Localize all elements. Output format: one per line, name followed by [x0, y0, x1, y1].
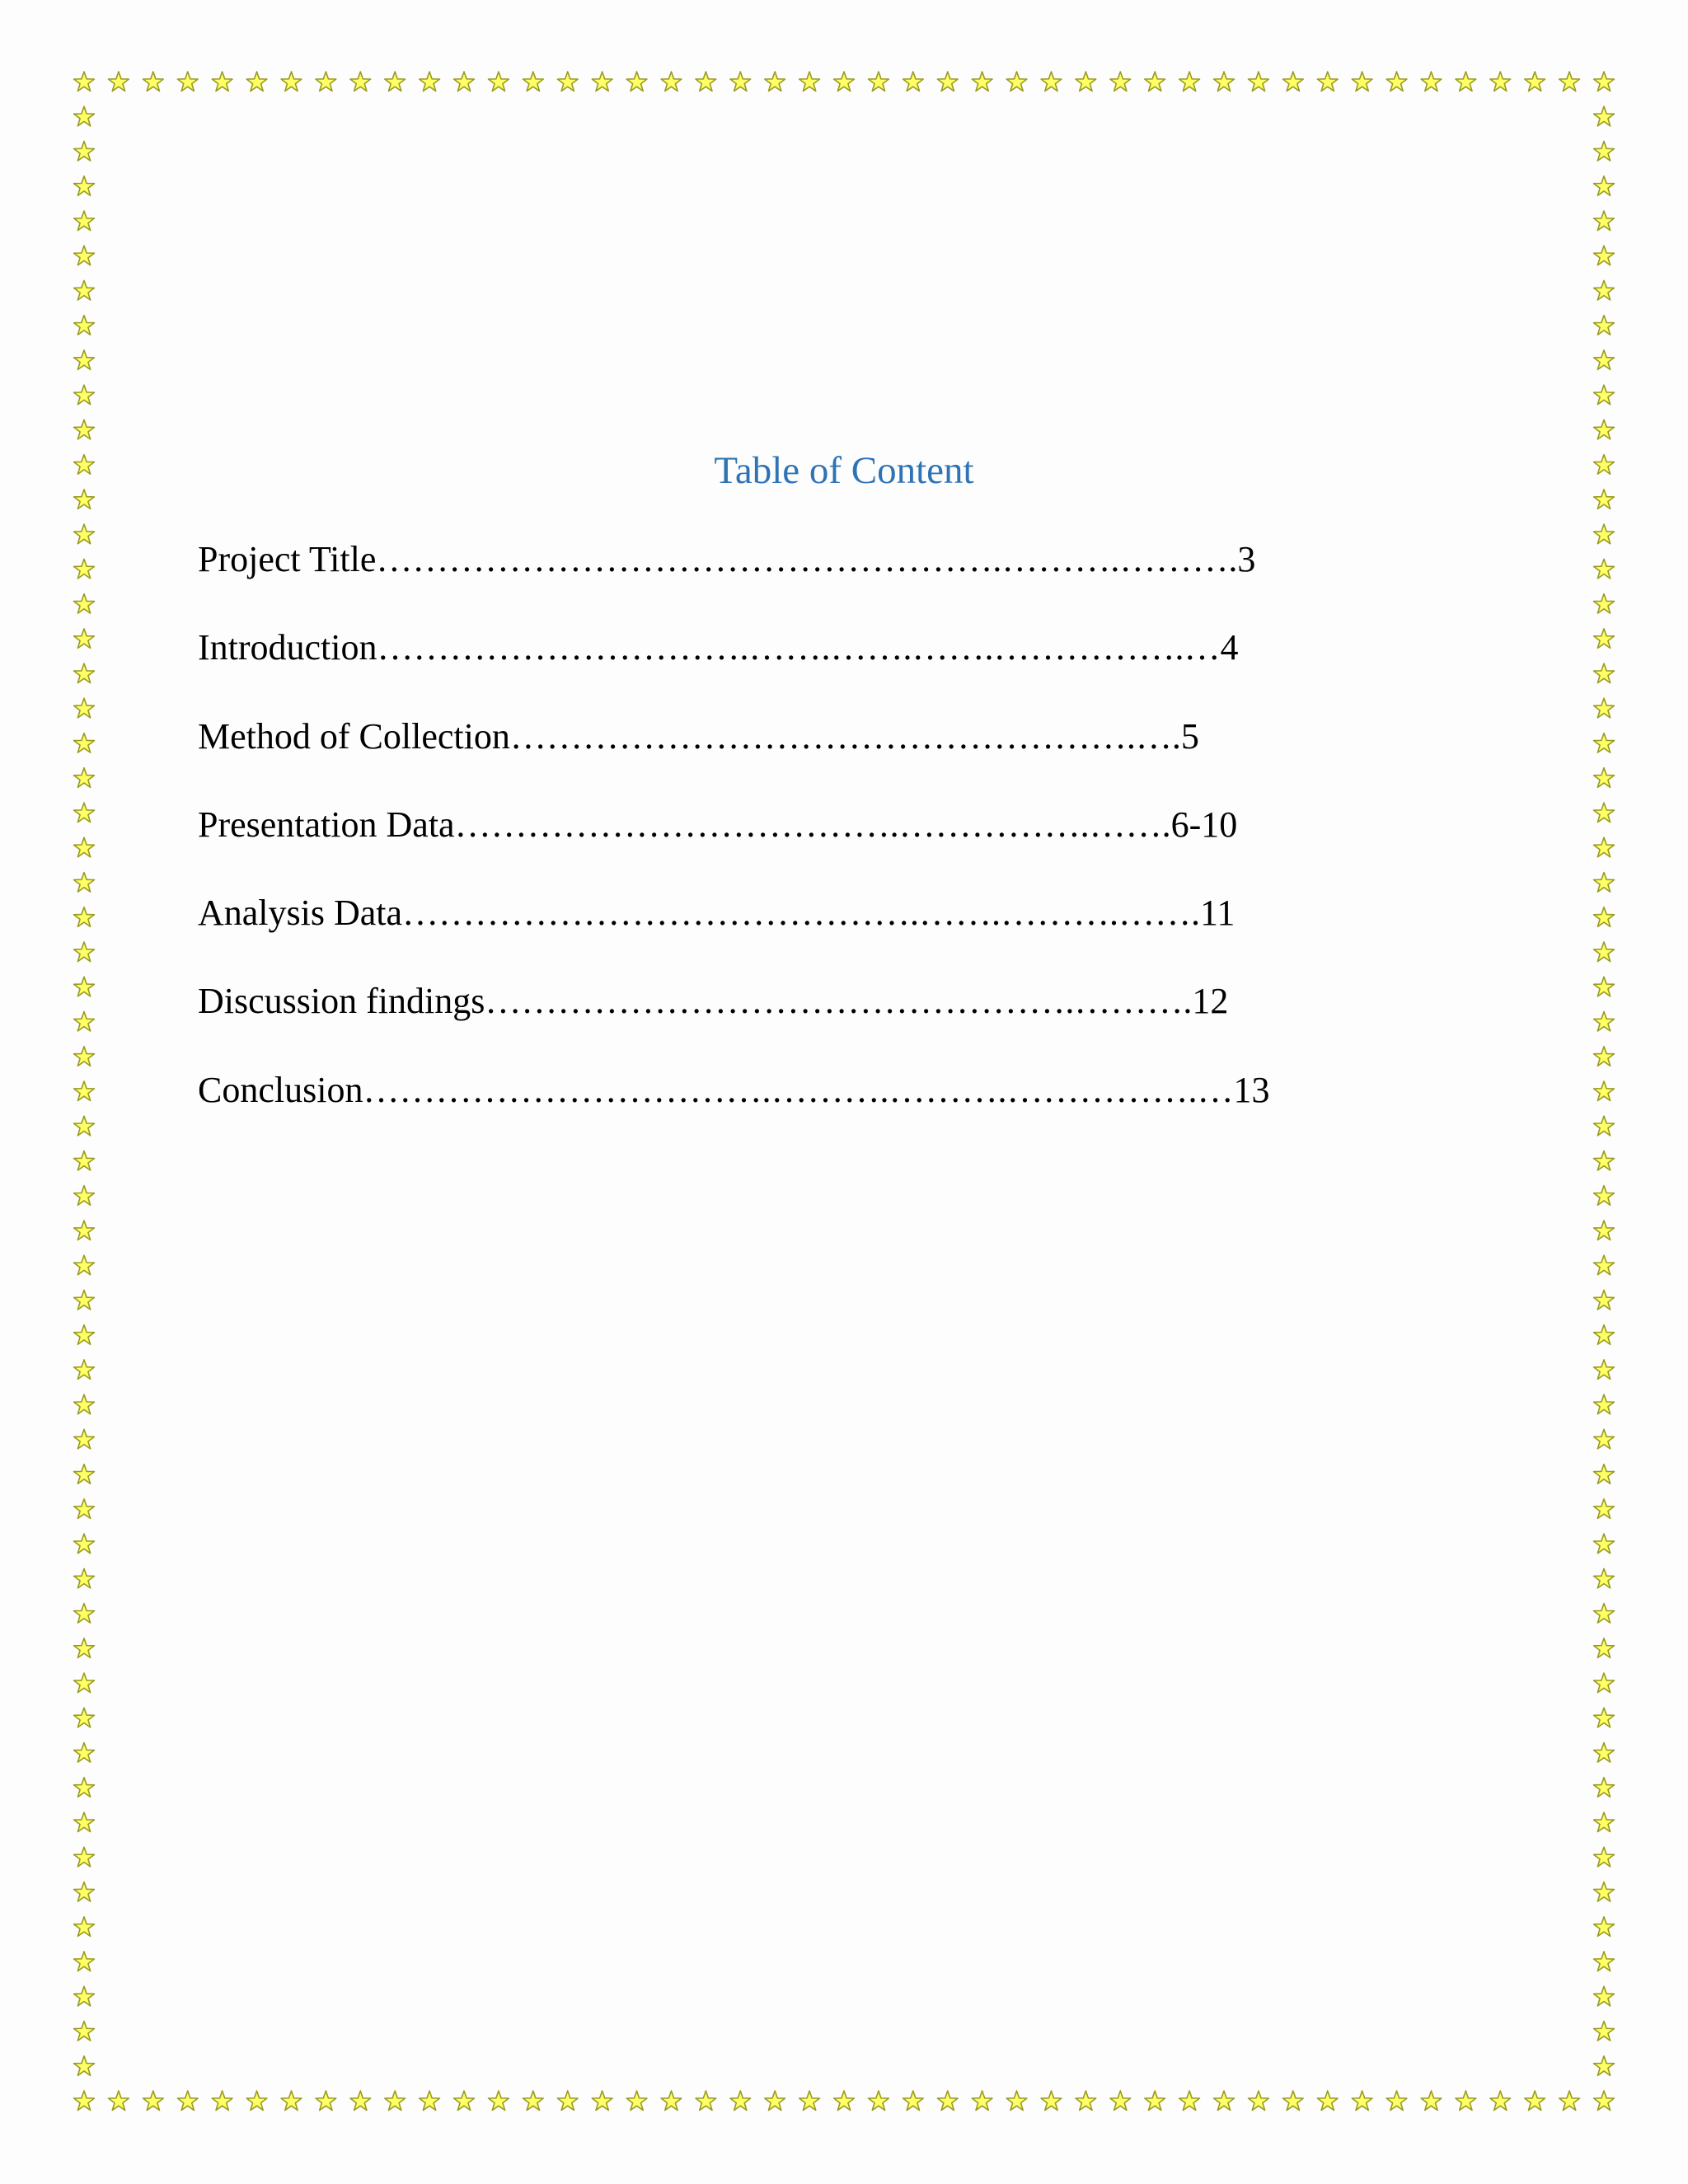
- border-star-icon: [1594, 72, 1615, 91]
- border-star-icon: [74, 663, 95, 683]
- border-star-icon: [1594, 385, 1615, 405]
- border-star-icon: [1179, 72, 1200, 91]
- border-star-icon: [1594, 559, 1615, 579]
- border-star-icon: [74, 419, 95, 439]
- border-star-icon: [74, 1290, 95, 1310]
- border-star-icon: [74, 733, 95, 753]
- toc-entry-introduction: Introduction………………………….…….…….…….…………….…4: [198, 627, 1239, 668]
- border-star-icon: [74, 2022, 95, 2041]
- border-star-icon: [1594, 1360, 1615, 1380]
- border-star-icon: [74, 1047, 95, 1066]
- border-star-icon: [1525, 2091, 1545, 2111]
- border-star-icon: [1594, 350, 1615, 370]
- border-star-icon: [1352, 2091, 1372, 2111]
- border-star-icon: [74, 1673, 95, 1693]
- border-star-icon: [1594, 2056, 1615, 2076]
- border-star-icon: [1421, 72, 1442, 91]
- border-star-icon: [109, 72, 129, 91]
- border-star-icon: [74, 1778, 95, 1797]
- border-star-icon: [74, 2091, 95, 2111]
- border-star-icon: [74, 176, 95, 196]
- border-star-icon: [1594, 106, 1615, 126]
- border-star-icon: [109, 2091, 129, 2111]
- border-star-icon: [1594, 698, 1615, 718]
- toc-entry-project-title: Project Title…………………………………………….……….……….3: [198, 539, 1256, 579]
- border-star-icon: [1594, 2091, 1615, 2111]
- border-star-icon: [1041, 2091, 1062, 2111]
- border-star-icon: [74, 1255, 95, 1275]
- border-star-icon: [1249, 2091, 1269, 2111]
- border-star-icon: [281, 72, 302, 91]
- border-star-icon: [1594, 768, 1615, 788]
- toc-list: [198, 531, 1269, 1150]
- border-star-icon: [1594, 524, 1615, 544]
- toc-entry-analysis-data: Analysis Data…………………………………….…….……….…….11: [198, 893, 1236, 934]
- border-star-icon: [74, 1952, 95, 1971]
- border-star-icon: [420, 72, 440, 91]
- border-star-icon: [1594, 803, 1615, 823]
- border-star-icon: [765, 2091, 785, 2111]
- border-star-icon: [74, 1465, 95, 1484]
- border-star-icon: [385, 2091, 406, 2111]
- border-star-icon: [74, 768, 95, 788]
- border-star-icon: [834, 72, 855, 91]
- border-star-icon: [765, 72, 785, 91]
- border-star-icon: [1594, 1186, 1615, 1206]
- border-star-icon: [903, 72, 924, 91]
- border-star-icon: [799, 2091, 820, 2111]
- border-star-icon: [1214, 72, 1235, 91]
- border-star-icon: [385, 72, 406, 91]
- border-star-icon: [696, 72, 716, 91]
- border-star-icon: [454, 72, 475, 91]
- border-star-icon: [1594, 1673, 1615, 1693]
- border-star-icon: [1559, 2091, 1580, 2111]
- border-star-icon: [74, 1151, 95, 1171]
- border-star-icon: [730, 2091, 751, 2111]
- border-star-icon: [1594, 1568, 1615, 1588]
- border-star-icon: [1145, 72, 1165, 91]
- toc-entry-conclusion: Conclusion…………………………….……….……….…………….…13: [198, 1069, 1270, 1110]
- border-star-icon: [1490, 72, 1511, 91]
- border-star-icon: [1594, 1012, 1615, 1032]
- border-star-icon: [1456, 2091, 1476, 2111]
- toc-entry-presentation-data: Presentation Data……………………………….…………….…….6-10: [198, 804, 1238, 845]
- border-star-icon: [1594, 1638, 1615, 1658]
- border-star-icon: [834, 2091, 855, 2111]
- border-star-icon: [74, 1986, 95, 2006]
- border-star-icon: [74, 1429, 95, 1449]
- border-star-icon: [1594, 1812, 1615, 1832]
- border-star-icon: [246, 72, 267, 91]
- border-star-icon: [1006, 72, 1027, 91]
- border-star-icon: [74, 350, 95, 370]
- border-star-icon: [74, 942, 95, 962]
- border-star-icon: [74, 803, 95, 823]
- border-star-icon: [350, 2091, 371, 2111]
- border-star-icon: [1490, 2091, 1511, 2111]
- border-star-icon: [1594, 1290, 1615, 1310]
- border-star-icon: [1179, 2091, 1200, 2111]
- border-star-icon: [557, 2091, 578, 2111]
- border-star-icon: [696, 2091, 716, 2111]
- border-star-icon: [972, 2091, 992, 2111]
- border-star-icon: [1594, 907, 1615, 927]
- border-star-icon: [557, 72, 578, 91]
- border-star-icon: [1076, 2091, 1096, 2111]
- border-star-icon: [1594, 1986, 1615, 2006]
- border-star-icon: [74, 907, 95, 927]
- border-star-icon: [1249, 72, 1269, 91]
- border-star-icon: [74, 316, 95, 335]
- border-star-icon: [1214, 2091, 1235, 2111]
- border-star-icon: [1594, 1743, 1615, 1763]
- border-star-icon: [1283, 72, 1304, 91]
- border-star-icon: [74, 1743, 95, 1763]
- border-star-icon: [869, 72, 889, 91]
- border-star-icon: [489, 2091, 509, 2111]
- border-star-icon: [1386, 2091, 1407, 2111]
- border-star-icon: [74, 1917, 95, 1937]
- border-star-icon: [1594, 733, 1615, 753]
- border-star-icon: [972, 72, 992, 91]
- border-star-icon: [74, 559, 95, 579]
- border-star-icon: [74, 1360, 95, 1380]
- border-star-icon: [661, 2091, 682, 2111]
- border-star-icon: [246, 2091, 267, 2111]
- border-star-icon: [1594, 1917, 1615, 1937]
- border-star-icon: [1594, 1952, 1615, 1971]
- border-star-icon: [1594, 142, 1615, 162]
- border-star-icon: [74, 2056, 95, 2076]
- border-star-icon: [74, 1708, 95, 1727]
- border-star-icon: [523, 72, 544, 91]
- border-star-icon: [74, 1325, 95, 1345]
- border-star-icon: [74, 211, 95, 231]
- border-star-icon: [1594, 594, 1615, 614]
- border-star-icon: [1559, 72, 1580, 91]
- border-star-icon: [1283, 2091, 1304, 2111]
- border-star-icon: [74, 385, 95, 405]
- border-star-icon: [1594, 1604, 1615, 1624]
- border-star-icon: [1317, 2091, 1338, 2111]
- border-star-icon: [143, 72, 164, 91]
- border-star-icon: [1594, 419, 1615, 439]
- border-star-icon: [1525, 72, 1545, 91]
- border-star-icon: [799, 72, 820, 91]
- border-star-icon: [1006, 2091, 1027, 2111]
- border-star-icon: [1317, 72, 1338, 91]
- border-star-icon: [1594, 1778, 1615, 1797]
- border-star-icon: [1594, 1116, 1615, 1136]
- border-star-icon: [74, 246, 95, 265]
- border-star-icon: [316, 2091, 336, 2111]
- border-star-icon: [1594, 1847, 1615, 1867]
- border-star-icon: [316, 72, 336, 91]
- border-star-icon: [350, 72, 371, 91]
- border-star-icon: [1594, 942, 1615, 962]
- border-star-icon: [74, 280, 95, 300]
- border-star-icon: [1594, 176, 1615, 196]
- border-star-icon: [937, 2091, 958, 2111]
- border-star-icon: [1594, 663, 1615, 683]
- border-star-icon: [454, 2091, 475, 2111]
- border-star-icon: [1594, 1221, 1615, 1240]
- border-star-icon: [903, 2091, 924, 2111]
- border-star-icon: [74, 837, 95, 857]
- border-star-icon: [1594, 1081, 1615, 1101]
- border-star-icon: [1594, 1047, 1615, 1066]
- border-star-icon: [74, 698, 95, 718]
- border-star-icon: [523, 2091, 544, 2111]
- border-star-icon: [143, 2091, 164, 2111]
- border-star-icon: [1041, 72, 1062, 91]
- border-star-icon: [74, 524, 95, 544]
- border-star-icon: [1352, 72, 1372, 91]
- border-star-icon: [1594, 316, 1615, 335]
- border-star-icon: [74, 977, 95, 996]
- border-star-icon: [1594, 1325, 1615, 1345]
- border-star-icon: [869, 2091, 889, 2111]
- border-star-icon: [626, 2091, 647, 2111]
- toc-title: Table of Content: [714, 449, 974, 492]
- border-star-icon: [281, 2091, 302, 2111]
- border-star-icon: [74, 1012, 95, 1032]
- border-star-icon: [1594, 2022, 1615, 2041]
- border-star-icon: [74, 1812, 95, 1832]
- border-star-icon: [74, 1604, 95, 1624]
- border-star-icon: [74, 1081, 95, 1101]
- border-star-icon: [1594, 629, 1615, 649]
- border-star-icon: [1594, 246, 1615, 265]
- border-star-icon: [1594, 1708, 1615, 1727]
- border-star-icon: [74, 1534, 95, 1554]
- toc-entry-method-of-collection: Method of Collection…………………………………………….….5: [198, 715, 1199, 757]
- border-star-icon: [1594, 1394, 1615, 1414]
- border-star-icon: [1594, 1534, 1615, 1554]
- border-star-icon: [74, 1394, 95, 1414]
- border-star-icon: [74, 1186, 95, 1206]
- border-star-icon: [592, 72, 612, 91]
- border-star-icon: [1594, 1882, 1615, 1902]
- border-star-icon: [74, 873, 95, 893]
- border-star-icon: [74, 1221, 95, 1240]
- border-star-icon: [592, 2091, 612, 2111]
- border-star-icon: [1594, 837, 1615, 857]
- border-star-icon: [937, 72, 958, 91]
- border-star-icon: [1386, 72, 1407, 91]
- border-star-icon: [74, 594, 95, 614]
- border-star-icon: [1456, 72, 1476, 91]
- border-star-icon: [1594, 1255, 1615, 1275]
- border-star-icon: [177, 2091, 198, 2111]
- border-star-icon: [1594, 1151, 1615, 1171]
- border-star-icon: [489, 72, 509, 91]
- border-star-icon: [1594, 977, 1615, 996]
- border-star-icon: [212, 2091, 232, 2111]
- border-star-icon: [1145, 2091, 1165, 2111]
- border-star-icon: [74, 1499, 95, 1519]
- border-star-icon: [1594, 280, 1615, 300]
- border-star-icon: [74, 106, 95, 126]
- border-star-icon: [74, 1882, 95, 1902]
- toc-entry-discussion-findings: Discussion findings………………………………………….……….12: [198, 981, 1229, 1022]
- border-star-icon: [74, 1638, 95, 1658]
- border-star-icon: [1594, 1429, 1615, 1449]
- border-star-icon: [1594, 211, 1615, 231]
- border-star-icon: [626, 72, 647, 91]
- border-star-icon: [74, 1116, 95, 1136]
- border-star-icon: [420, 2091, 440, 2111]
- border-star-icon: [1110, 72, 1131, 91]
- border-star-icon: [1594, 1499, 1615, 1519]
- border-star-icon: [1110, 2091, 1131, 2111]
- border-star-icon: [74, 142, 95, 162]
- border-star-icon: [74, 629, 95, 649]
- border-star-icon: [1421, 2091, 1442, 2111]
- border-star-icon: [1594, 1465, 1615, 1484]
- border-star-icon: [212, 72, 232, 91]
- border-star-icon: [177, 72, 198, 91]
- border-star-icon: [74, 1847, 95, 1867]
- border-star-icon: [1594, 873, 1615, 893]
- border-star-icon: [1076, 72, 1096, 91]
- border-star-icon: [74, 72, 95, 91]
- border-star-icon: [730, 72, 751, 91]
- border-star-icon: [74, 1568, 95, 1588]
- border-star-icon: [661, 72, 682, 91]
